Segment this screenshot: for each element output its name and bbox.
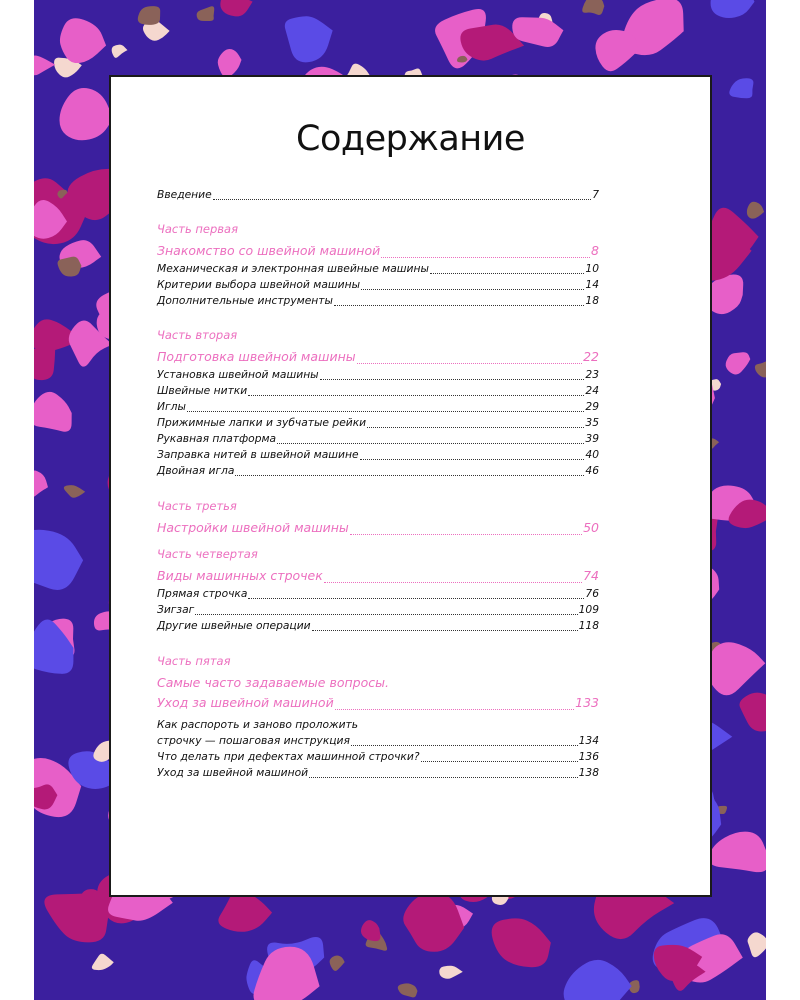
toc-entry[interactable] bbox=[157, 602, 599, 618]
dot-leader bbox=[430, 272, 584, 274]
dot-leader bbox=[360, 458, 585, 460]
toc-entry-page: 23 bbox=[585, 368, 599, 381]
pattern-shape bbox=[582, 0, 604, 15]
toc-entry[interactable] bbox=[157, 399, 599, 415]
toc-entry-label: Зигзаг bbox=[157, 603, 195, 616]
part-5-title-line1: Самые часто задаваемые вопросы. bbox=[157, 675, 389, 690]
dot-leader bbox=[361, 288, 584, 290]
toc-entry[interactable] bbox=[157, 415, 599, 431]
toc-entry[interactable] bbox=[157, 765, 599, 781]
dot-leader bbox=[381, 256, 590, 258]
part-title: Подготовка швейной машины bbox=[157, 349, 356, 364]
part-page: 74 bbox=[583, 568, 599, 583]
toc-entry[interactable] bbox=[157, 431, 599, 447]
toc-entry-page: 136 bbox=[578, 750, 599, 763]
toc-entry[interactable] bbox=[157, 383, 599, 399]
part-1-heading[interactable] bbox=[157, 241, 599, 261]
toc-entry[interactable] bbox=[157, 733, 599, 749]
part-2-heading[interactable] bbox=[157, 347, 599, 367]
part-page: 133 bbox=[575, 695, 599, 710]
toc-entry-label: Прижимные лапки и зубчатые рейки bbox=[157, 416, 367, 429]
dot-leader bbox=[367, 426, 584, 428]
dot-leader bbox=[235, 474, 584, 476]
dot-leader bbox=[187, 410, 585, 412]
toc-entry-page: 46 bbox=[585, 464, 599, 477]
toc-entry-label: Другие швейные операции bbox=[157, 619, 311, 632]
toc-entry-label-line1: Как распороть и заново проложить bbox=[157, 718, 359, 731]
table-of-contents-card bbox=[109, 75, 712, 897]
part-page: 22 bbox=[583, 349, 599, 364]
toc-entry-label: Критерии выбора швейной машины bbox=[157, 278, 361, 291]
part-4-label: Часть четвертая bbox=[157, 547, 258, 561]
part-5-heading[interactable] bbox=[157, 693, 599, 713]
part-1-label: Часть первая bbox=[157, 222, 239, 236]
toc-entry-label: Заправка нитей в швейной машине bbox=[157, 448, 359, 461]
toc-entry-page: 29 bbox=[585, 400, 599, 413]
dot-leader bbox=[351, 744, 578, 746]
toc-entry-page: 76 bbox=[585, 587, 599, 600]
toc-entry-page: 10 bbox=[585, 262, 599, 275]
toc-entry[interactable] bbox=[157, 293, 599, 309]
toc-entry-page: 39 bbox=[585, 432, 599, 445]
part-page: 50 bbox=[583, 520, 599, 535]
toc-entry-intro[interactable] bbox=[157, 187, 599, 203]
toc-entry-label: Прямая строчка bbox=[157, 587, 248, 600]
toc-entry[interactable] bbox=[157, 367, 599, 383]
part-3-heading[interactable] bbox=[157, 518, 599, 538]
toc-entry-page: 7 bbox=[592, 188, 599, 201]
dot-leader bbox=[320, 378, 585, 380]
dot-leader bbox=[248, 597, 584, 599]
toc-entry-label: Иглы bbox=[157, 400, 186, 413]
toc-entry-label: Швейные нитки bbox=[157, 384, 248, 397]
toc-entry-page: 109 bbox=[578, 603, 599, 616]
dot-leader bbox=[324, 581, 582, 583]
part-5-label: Часть пятая bbox=[157, 654, 231, 668]
toc-entry-page: 40 bbox=[585, 448, 599, 461]
part-3-label: Часть третья bbox=[157, 499, 237, 513]
part-page: 8 bbox=[591, 243, 599, 258]
toc-entry-page: 35 bbox=[585, 416, 599, 429]
toc-entry-label: Двойная игла bbox=[157, 464, 235, 477]
part-2-label: Часть вторая bbox=[157, 328, 238, 342]
part-title: Виды машинных строчек bbox=[157, 568, 323, 583]
part-title: Знакомство со швейной машиной bbox=[157, 243, 381, 258]
toc-entry[interactable] bbox=[157, 749, 599, 765]
toc-entry[interactable] bbox=[157, 586, 599, 602]
toc-entry[interactable] bbox=[157, 463, 599, 479]
dot-leader bbox=[350, 533, 582, 535]
part-4-heading[interactable] bbox=[157, 566, 599, 586]
dot-leader bbox=[312, 629, 578, 631]
toc-entry-label: Введение bbox=[157, 188, 212, 201]
toc-entry-page: 24 bbox=[585, 384, 599, 397]
dot-leader bbox=[335, 708, 574, 710]
dot-leader bbox=[213, 198, 592, 200]
toc-entry-page: 18 bbox=[585, 294, 599, 307]
dot-leader bbox=[195, 613, 577, 615]
toc-entry-label: строчку — пошаговая инструкция bbox=[157, 734, 350, 747]
part-title: Настройки швейной машины bbox=[157, 520, 349, 535]
dot-leader bbox=[277, 442, 584, 444]
dot-leader bbox=[334, 304, 584, 306]
toc-entry-label: Механическая и электронная швейные машины bbox=[157, 262, 429, 275]
toc-entry[interactable] bbox=[157, 447, 599, 463]
toc-entry-label: Что делать при дефектах машинной строчки? bbox=[157, 750, 420, 763]
dot-leader bbox=[248, 394, 584, 396]
page-title: Содержание bbox=[296, 119, 525, 159]
toc-entry-label: Уход за швейной машиной bbox=[157, 766, 309, 779]
toc-entry-label: Дополнительные инструменты bbox=[157, 294, 333, 307]
toc-entry-label: Рукавная платформа bbox=[157, 432, 277, 445]
toc-entry-page: 134 bbox=[578, 734, 599, 747]
part-title: Уход за швейной машиной bbox=[157, 695, 334, 710]
dot-leader bbox=[309, 776, 578, 778]
toc-entry[interactable] bbox=[157, 618, 599, 634]
toc-entry[interactable] bbox=[157, 277, 599, 293]
toc-entry-label: Установка швейной машины bbox=[157, 368, 319, 381]
dot-leader bbox=[357, 362, 582, 364]
toc-entry[interactable] bbox=[157, 261, 599, 277]
toc-entry-page: 14 bbox=[585, 278, 599, 291]
dot-leader bbox=[421, 760, 578, 762]
toc-list bbox=[157, 185, 599, 781]
toc-entry-page: 138 bbox=[578, 766, 599, 779]
toc-entry-page: 118 bbox=[578, 619, 599, 632]
